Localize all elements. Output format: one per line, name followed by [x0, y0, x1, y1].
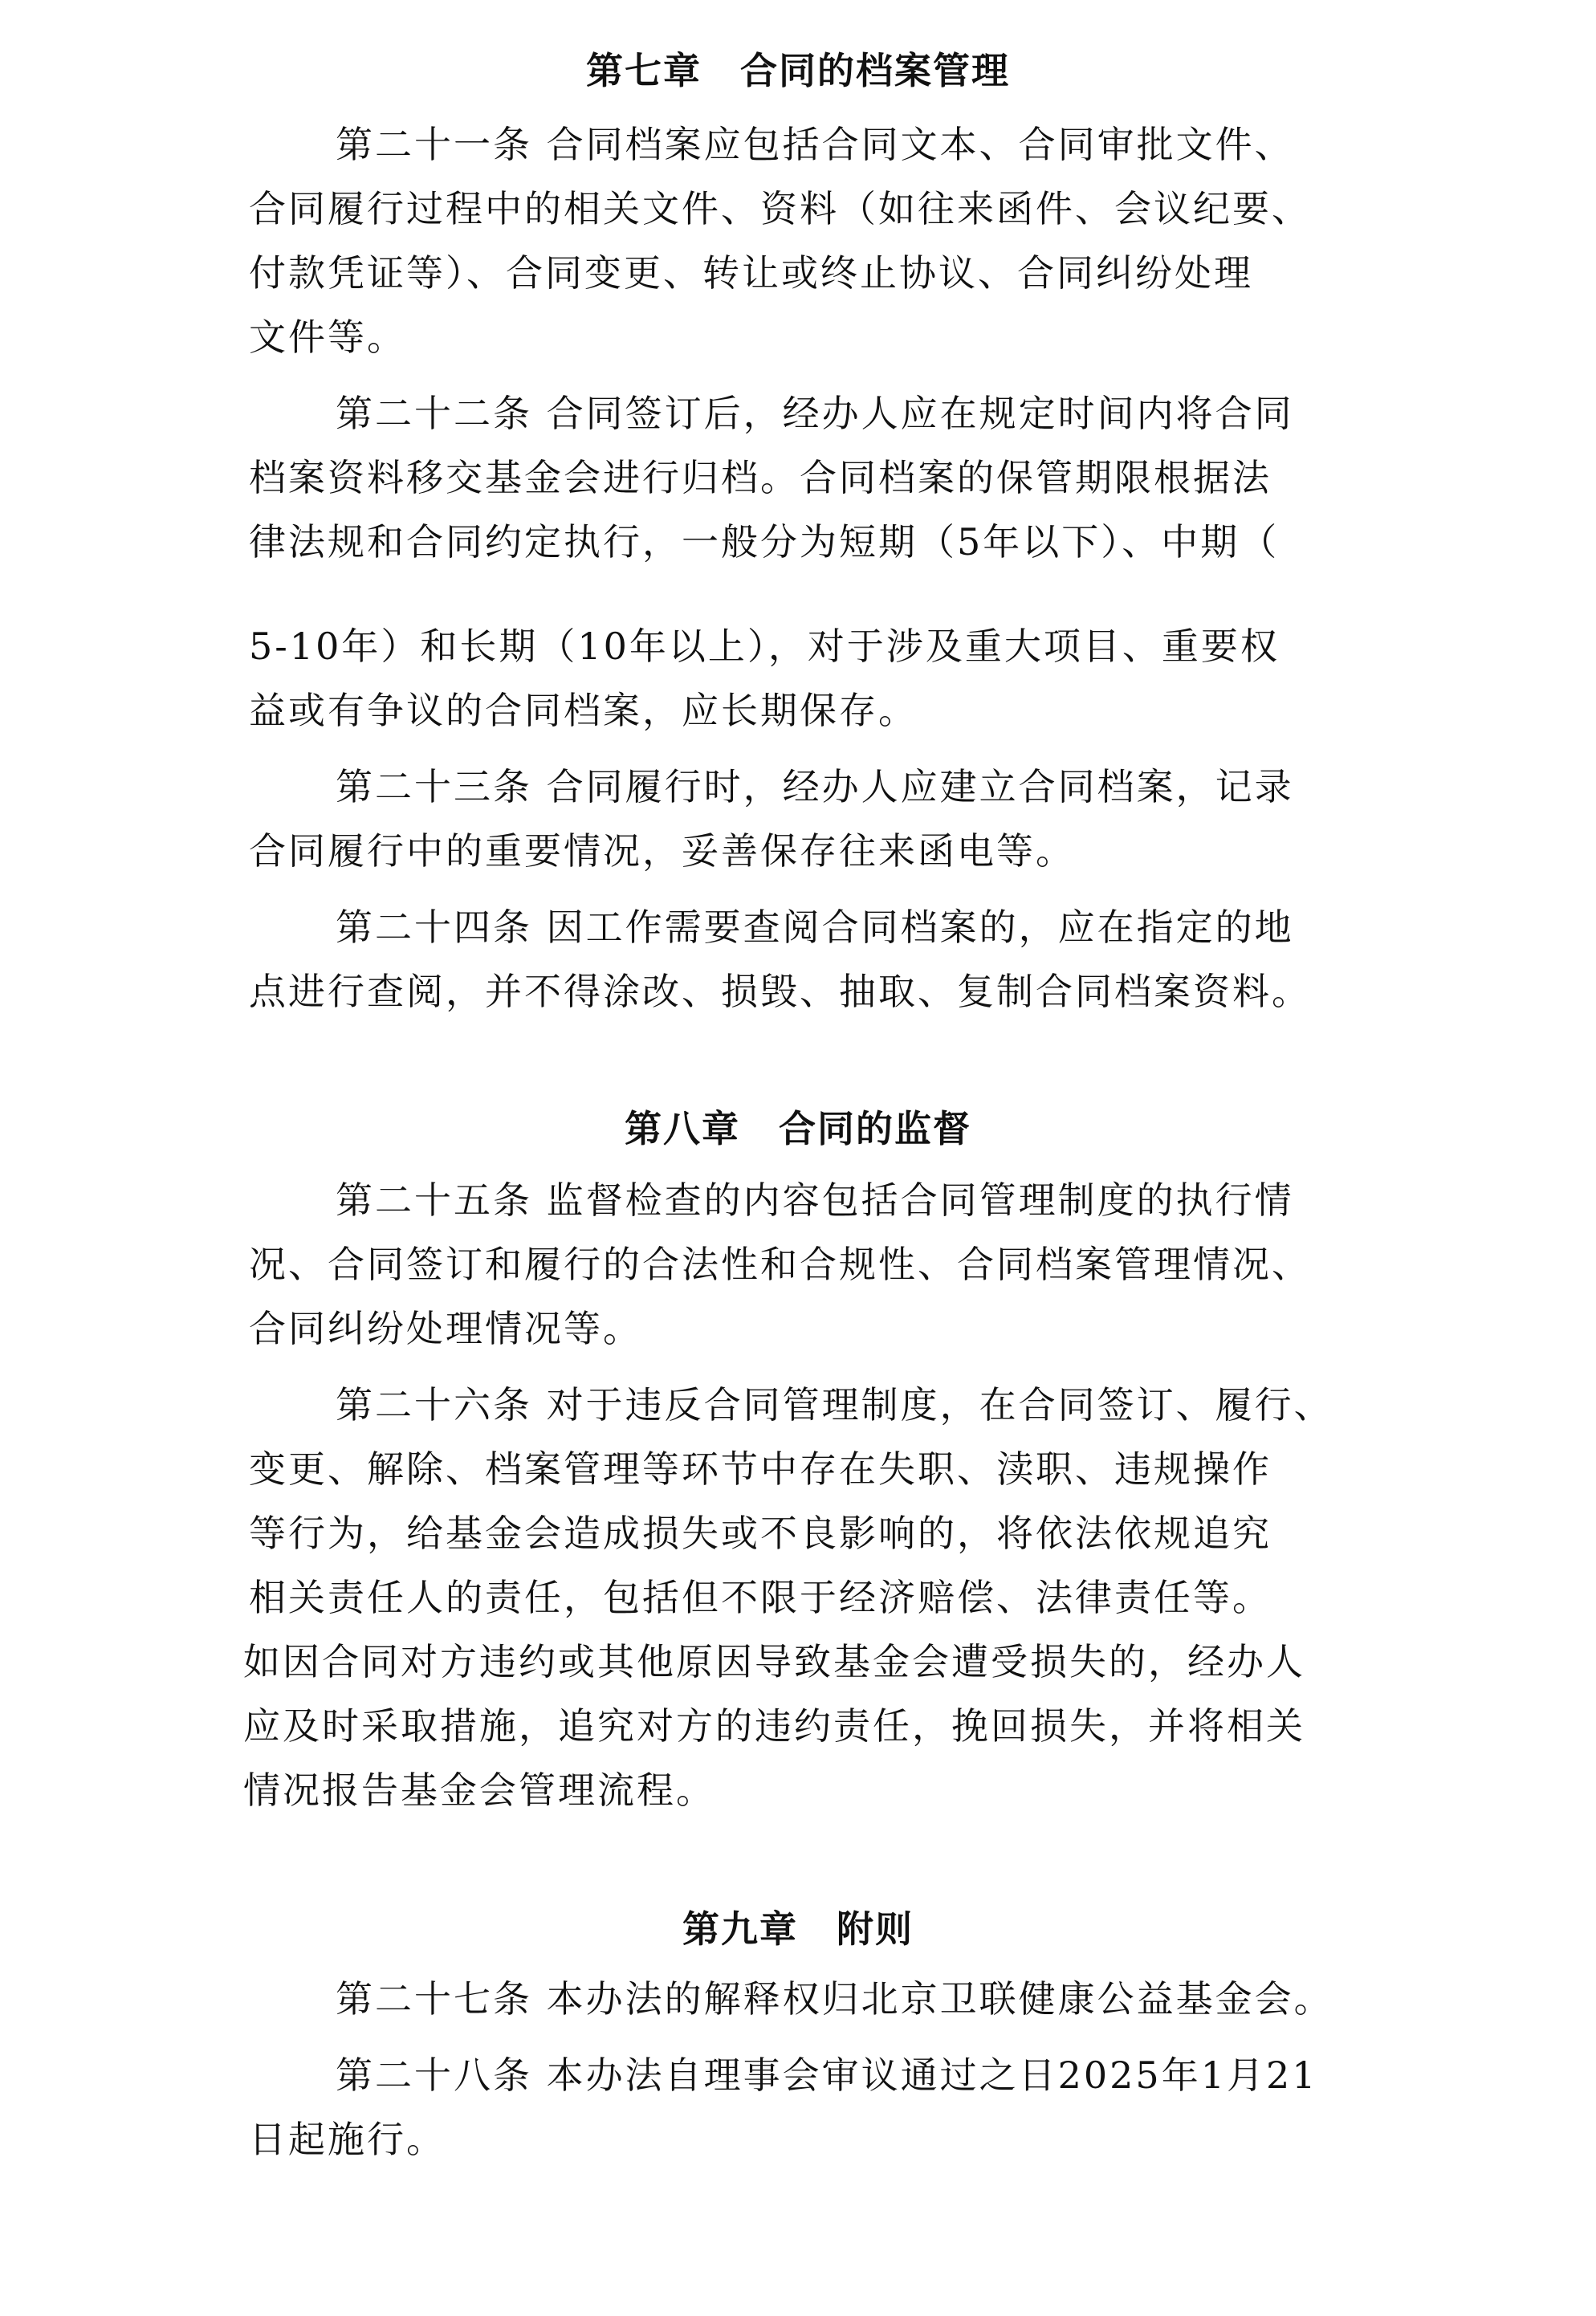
article-24-line-2: 点进行查阅，并不得涂改、损毁、抽取、复制合同档案资料。 [249, 970, 1311, 1013]
article-26-line-5: 如因合同对方违约或其他原因导致基金会遭受损失的，经办人 [243, 1640, 1305, 1683]
article-26-line-2: 变更、解除、档案管理等环节中存在失职、渎职、违规操作 [249, 1447, 1272, 1491]
article-25-line-1: 第二十五条 监督检查的内容包括合同管理制度的执行情 [336, 1178, 1294, 1222]
article-22-line-3: 律法规和合同约定执行，一般分为短期（5年以下）、中期（ [249, 520, 1280, 564]
article-26-line-1: 第二十六条 对于违反合同管理制度，在合同签订、履行、 [336, 1383, 1333, 1427]
article-22-line-5: 益或有争议的合同档案，应长期保存。 [249, 689, 918, 732]
article-26-line-4: 相关责任人的责任，包括但不限于经济赔偿、法律责任等。 [249, 1576, 1272, 1619]
article-25-line-2: 况、合同签订和履行的合法性和合规性、合同档案管理情况、 [249, 1243, 1311, 1286]
article-22-line-4: 5-10年）和长期（10年以上），对于涉及重大项目、重要权 [249, 625, 1280, 668]
article-21-line-2: 合同履行过程中的相关文件、资料（如往来函件、会议纪要、 [249, 187, 1311, 230]
article-21-line-3: 付款凭证等）、合同变更、转让或终止协议、合同纠纷处理 [249, 251, 1253, 295]
article-27-line-1: 第二十七条 本办法的解释权归北京卫联健康公益基金会。 [336, 1977, 1333, 2021]
chapter-9-heading: 第九章 附则 [682, 1907, 914, 1951]
article-26-line-7: 情况报告基金会管理流程。 [243, 1769, 715, 1812]
article-28-line-2: 日起施行。 [249, 2118, 446, 2161]
chapter-7-heading: 第七章 合同的档案管理 [586, 49, 1010, 92]
article-28-line-1: 第二十八条 本办法自理事会审议通过之日2025年1月21 [336, 2053, 1318, 2097]
chapter-8-heading: 第八章 合同的监督 [625, 1107, 971, 1150]
article-25-line-3: 合同纠纷处理情况等。 [249, 1307, 642, 1350]
article-26-line-3: 等行为，给基金会造成损失或不良影响的，将依法依规追究 [249, 1512, 1272, 1555]
article-24-line-1: 第二十四条 因工作需要查阅合同档案的，应在指定的地 [336, 906, 1294, 949]
article-26-line-6: 应及时采取措施，追究对方的违约责任，挽回损失，并将相关 [243, 1704, 1305, 1748]
article-21-line-4: 文件等。 [249, 315, 406, 359]
article-23-line-2: 合同履行中的重要情况，妥善保存往来函电等。 [249, 829, 1075, 873]
article-22-line-2: 档案资料移交基金会进行归档。合同档案的保管期限根据法 [249, 456, 1272, 499]
article-23-line-1: 第二十三条 合同履行时，经办人应建立合同档案，记录 [336, 765, 1294, 808]
article-22-line-1: 第二十二条 合同签订后，经办人应在规定时间内将合同 [336, 392, 1294, 435]
article-21-line-1: 第二十一条 合同档案应包括合同文本、合同审批文件、 [336, 123, 1294, 166]
